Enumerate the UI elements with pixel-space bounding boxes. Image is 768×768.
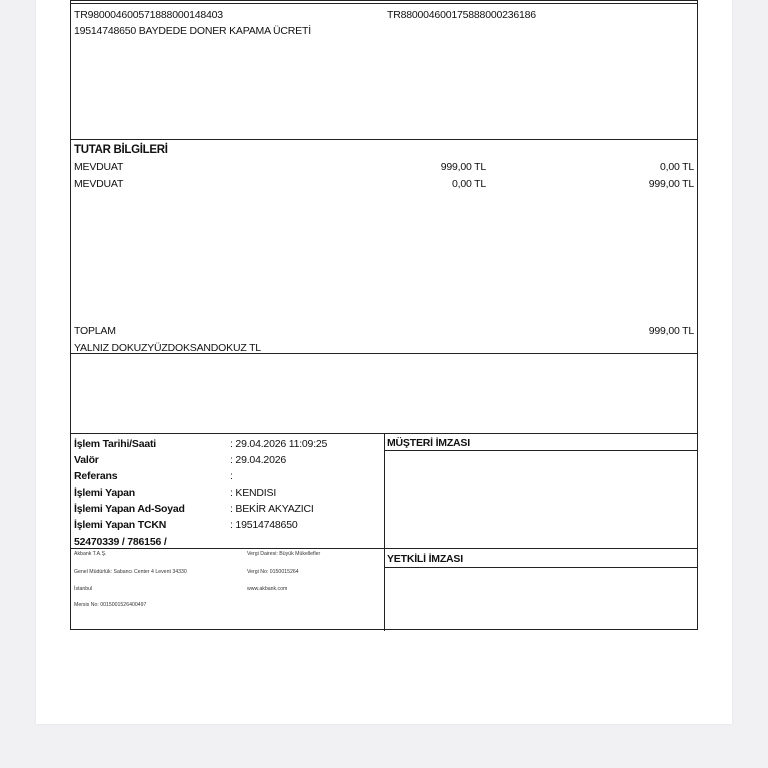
footer-mersis: Mersis No: 0015001526400497 xyxy=(74,602,147,608)
detail-label: İşlemi Yapan Ad-Soyad xyxy=(74,503,185,515)
detail-label: İşlemi Yapan TCKN xyxy=(74,519,167,531)
detail-label: Valör xyxy=(74,454,99,466)
detail-value: : 29.04.2026 xyxy=(230,454,286,466)
footer-address: Genel Müdürlük: Sabancı Center 4 Levent 34330 xyxy=(74,569,187,575)
detail-value: : 19514748650 xyxy=(230,519,298,531)
amount-row-credit: 0,00 TL xyxy=(659,161,694,173)
footer-tax-number: Vergi No: 0150015264 xyxy=(247,569,299,575)
amounts-heading: TUTAR BİLGİLERİ xyxy=(74,144,168,156)
detail-label: İşlem Tarihi/Saati xyxy=(74,438,156,450)
footer-city: İstanbul xyxy=(74,586,93,592)
signature-rule xyxy=(384,450,697,451)
signature-column-rule xyxy=(384,433,385,631)
detail-value: : 29.04.2026 11:09:25 xyxy=(230,438,328,450)
footer-tax-office: Vergi Dairesi: Büyük Mükellefler xyxy=(247,551,321,557)
detail-label: İşlemi Yapan xyxy=(74,487,136,499)
top-rule xyxy=(71,3,697,4)
footer-website: www.akbank.com xyxy=(247,586,288,592)
amount-in-words: YALNIZ DOKUZYÜZDOKSANDOKUZ TL xyxy=(74,342,261,354)
detail-label: Referans xyxy=(74,470,118,482)
total-value: 999,00 TL xyxy=(648,325,694,337)
amount-row-debit: 999,00 TL xyxy=(440,161,486,173)
authorized-signature-label: YETKİLİ İMZASI xyxy=(387,553,463,565)
transaction-description: 19514748650 BAYDEDE DONER KAPAMA ÜCRETİ xyxy=(74,25,311,37)
receiver-iban: TR880004600175888000236186 xyxy=(387,9,536,21)
transaction-receipt xyxy=(70,0,698,630)
amount-row-debit: 0,00 TL xyxy=(451,178,486,190)
total-label: TOPLAM xyxy=(74,325,116,337)
customer-signature-label: MÜŞTERİ İMZASI xyxy=(387,437,470,449)
amount-row-type: MEVDUAT xyxy=(74,178,124,190)
signature-rule xyxy=(384,567,697,568)
section-divider xyxy=(71,139,697,140)
detail-value: : BEKİR AKYAZICI xyxy=(230,503,314,515)
transaction-code: 52470339 / 786156 / xyxy=(74,536,167,548)
sender-iban: TR980004600571888000148403 xyxy=(74,9,223,21)
amount-row-type: MEVDUAT xyxy=(74,161,124,173)
amount-row-credit: 999,00 TL xyxy=(648,178,694,190)
detail-value: : KENDISI xyxy=(230,487,277,499)
footer-bank-name: Akbank T.A.Ş. xyxy=(74,551,107,557)
detail-value: : xyxy=(230,470,233,482)
